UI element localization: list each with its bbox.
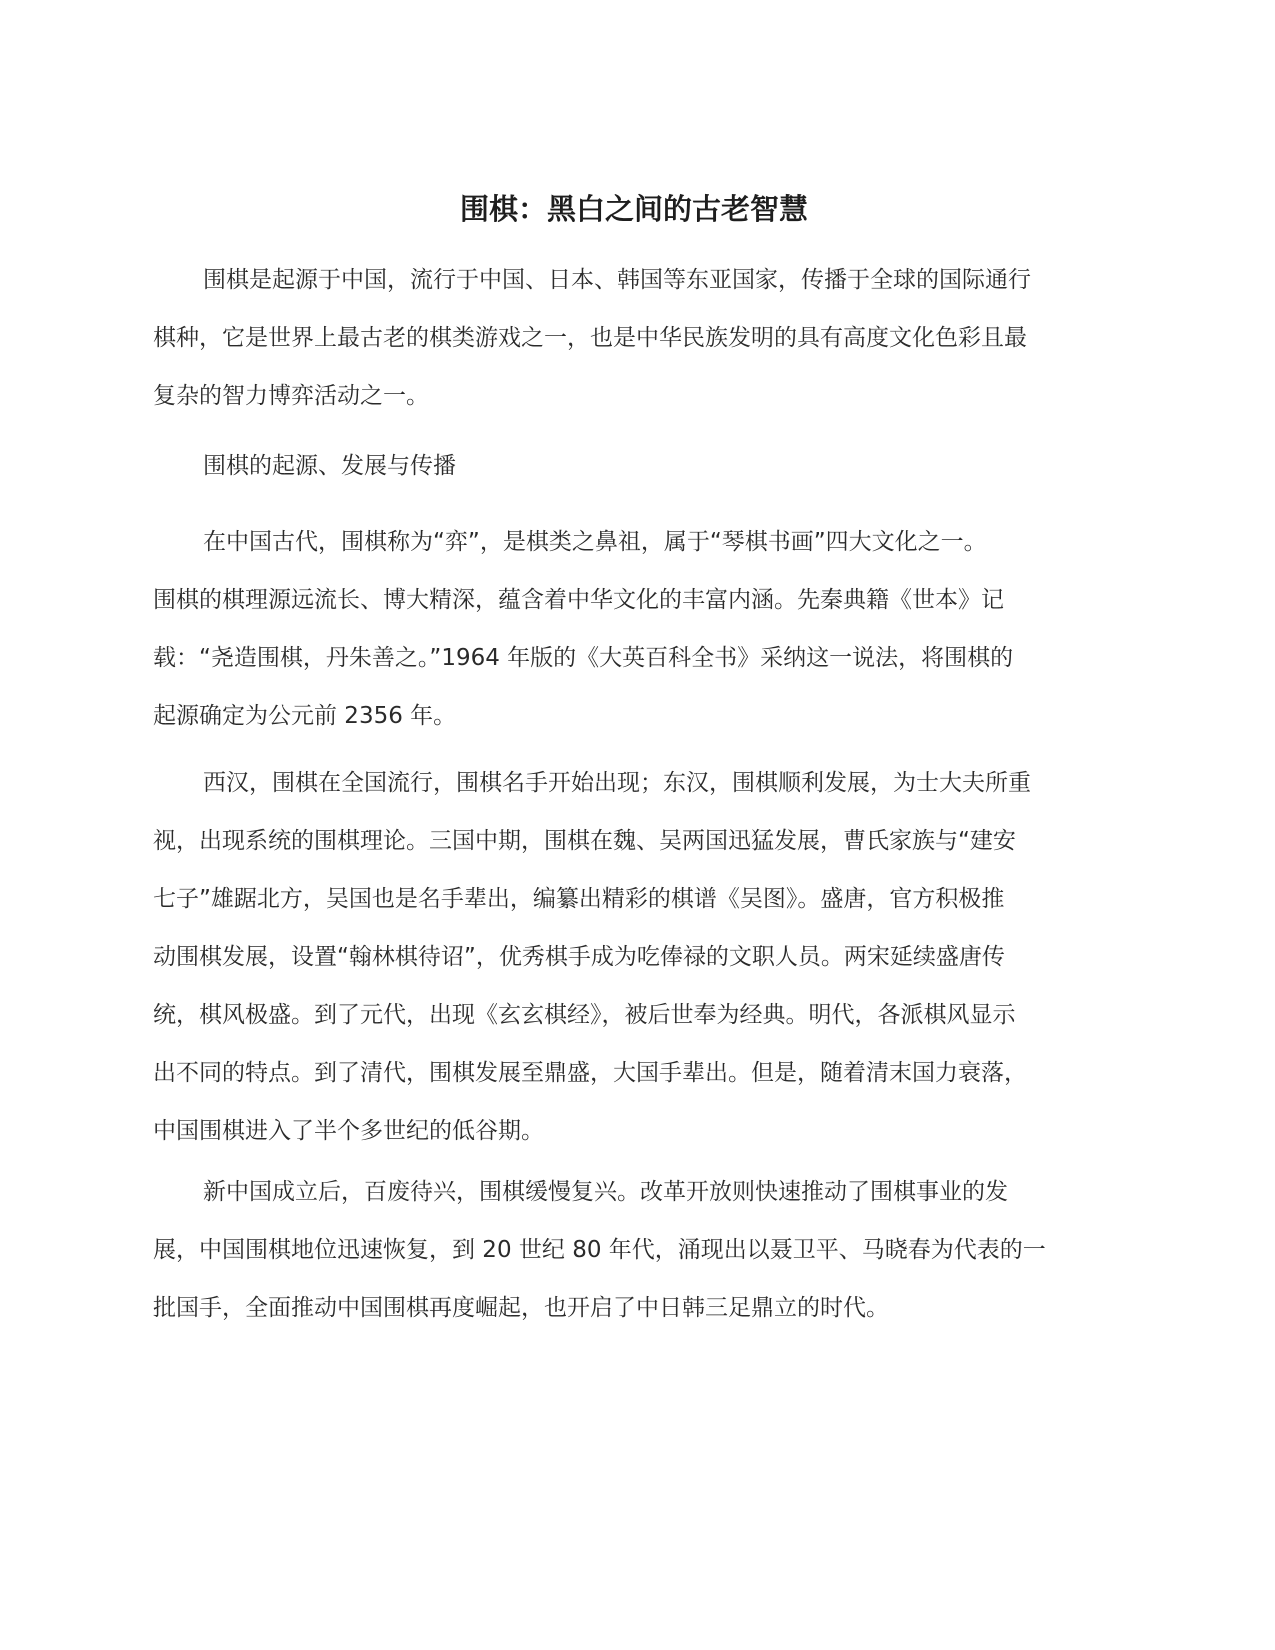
- paragraph-line: 棋种，它是世界上最古老的棋类游戏之一，也是中华民族发明的具有高度文化色彩且最: [153, 325, 1027, 351]
- paragraph-modern: [153, 1163, 1115, 1337]
- paragraph-line: 西汉，围棋在全国流行，围棋名手开始出现；东汉，围棋顺利发展，为士大夫所重: [203, 770, 1031, 796]
- paragraph-history: [153, 754, 1115, 1160]
- paragraph-line: 七子”雄踞北方，吴国也是名手辈出，编纂出精彩的棋谱《吴图》。盛唐，官方积极推: [153, 886, 1005, 912]
- paragraph-line: 统，棋风极盛。到了元代，出现《玄玄棋经》，被后世奉为经典。明代，各派棋风显示: [153, 1002, 1016, 1028]
- document-title: 围棋：黑白之间的古老智慧: [459, 192, 808, 226]
- paragraph-intro: [153, 251, 1115, 425]
- section-heading-line: 围棋的起源、发展与传播: [203, 453, 456, 479]
- paragraph-line: 在中国古代，围棋称为“弈”，是棋类之鼻祖，属于“琴棋书画”四大文化之一。: [203, 529, 987, 555]
- paragraph-line: 围棋的棋理源远流长、博大精深，蕴含着中华文化的丰富内涵。先秦典籍《世本》记: [153, 587, 1004, 613]
- paragraph-line: 中国围棋进入了半个多世纪的低谷期。: [153, 1118, 544, 1144]
- paragraph-line: 新中国成立后，百废待兴，围棋缓慢复兴。改革开放则快速推动了围棋事业的发: [203, 1179, 1008, 1205]
- paragraph-line: 出不同的特点。到了清代，围棋发展至鼎盛，大国手辈出。但是，随着清末国力衰落，: [153, 1060, 1027, 1086]
- section-heading-origin: [153, 437, 1115, 495]
- paragraph-line: 展，中国围棋地位迅速恢复，到 20 世纪 80 年代，涌现出以聂卫平、马晓春为代表的一: [153, 1237, 1046, 1263]
- paragraph-line: 批国手，全面推动中国围棋再度崛起，也开启了中日韩三足鼎立的时代。: [153, 1295, 889, 1321]
- paragraph-line: 复杂的智力博弈活动之一。: [153, 383, 429, 409]
- paragraph-line: 起源确定为公元前 2356 年。: [153, 703, 457, 729]
- paragraph-line: 载：“尧造围棋，丹朱善之。”1964 年版的《大英百科全书》采纳这一说法，将围棋的: [153, 645, 1014, 671]
- paragraph-line: 围棋是起源于中国，流行于中国、日本、韩国等东亚国家，传播于全球的国际通行: [203, 267, 1031, 293]
- paragraph-line: 动围棋发展，设置“翰林棋待诏”，优秀棋手成为吃俸禄的文职人员。两宋延续盛唐传: [153, 944, 1005, 970]
- paragraph-line: 视，出现系统的围棋理论。三国中期，围棋在魏、吴两国迅猛发展，曹氏家族与“建安: [153, 828, 1016, 854]
- paragraph-origin: [153, 513, 1115, 745]
